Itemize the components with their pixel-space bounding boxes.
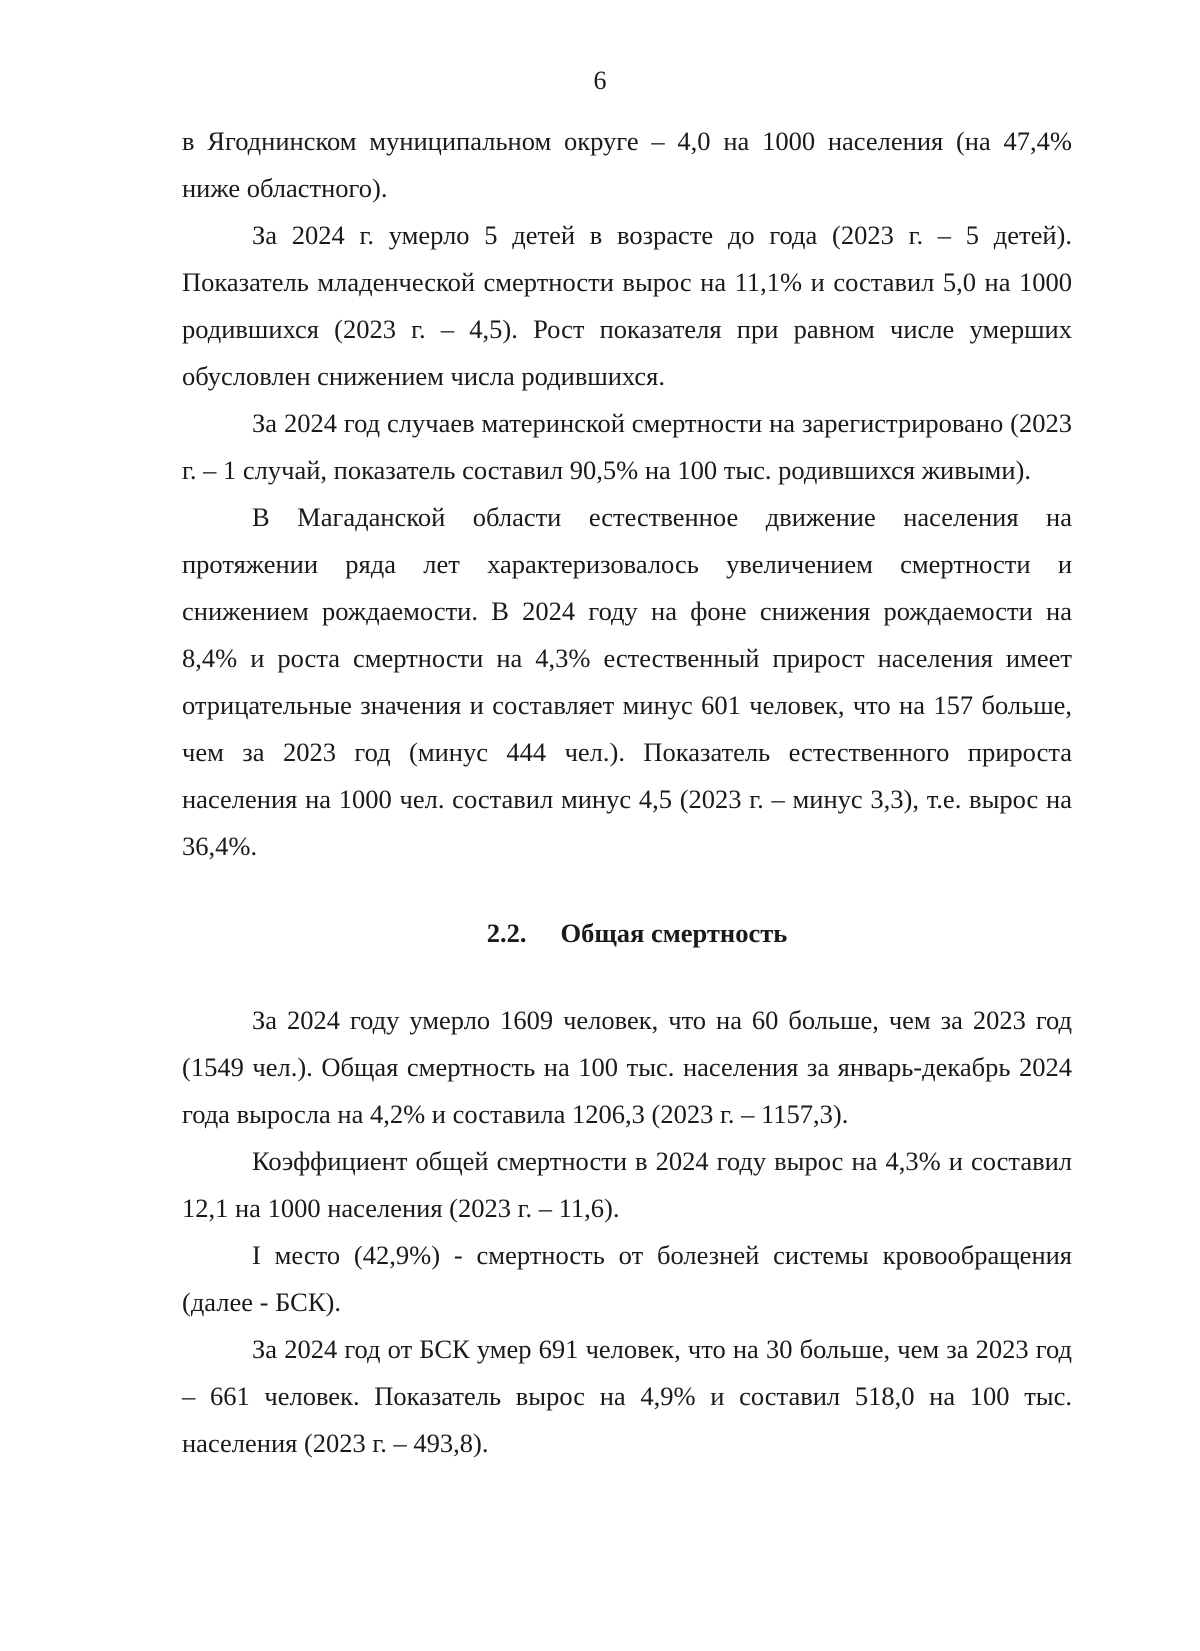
page-number: 6 <box>593 66 607 95</box>
paragraph: За 2024 год от БСК умер 691 человек, что на 30 больше, чем за 2023 год – 661 человек. Показатель вырос на 4,9% и составил 518,0 на 100 тыс. населения (2023 г. – 493,8). <box>182 1334 1072 1458</box>
paragraph: Коэффициент общей смертности в 2024 году вырос на 4,3% и составил 12,1 на 1000 населения (2023 г. – 11,6). <box>182 1146 1072 1223</box>
paragraph: За 2024 г. умерло 5 детей в возрасте до года (2023 г. – 5 детей). Показатель младенческой смертности вырос на 11,1% и составил 5,0 на 1000 родившихся (2023 г. – 4,5). Рост показателя при равном числе умерших обусловлен снижением числа родившихся. <box>182 220 1072 391</box>
section-title: Общая смертность <box>560 918 788 948</box>
section-number: 2.2. <box>486 918 527 948</box>
document-body <box>182 118 1072 1467</box>
paragraph: За 2024 году умерло 1609 человек, что на 60 больше, чем за 2023 год (1549 чел.). Общая смертность на 100 тыс. населения за январь-декабрь 2024 года выросла на 4,2% и составила 1206,3 (2023 г. – 1157,3). <box>182 1005 1072 1129</box>
section-heading <box>182 910 1072 957</box>
section-spacer <box>182 957 1072 997</box>
section-spacer <box>182 870 1072 910</box>
paragraph: За 2024 год случаев материнской смертности на зарегистрировано (2023 г. – 1 случай, показатель составил 90,5% на 100 тыс. родившихся живыми). <box>182 408 1072 485</box>
paragraph: в Ягоднинском муниципальном округе – 4,0 на 1000 населения (на 47,4% ниже областного). <box>182 126 1072 203</box>
paragraph: В Магаданской области естественное движение населения на протяжении ряда лет характеризовалось увеличением смертности и снижением рождаемости. В 2024 году на фоне снижения рождаемости на 8,4% и роста смертности на 4,3% естественный прирост населения имеет отрицательные значения и составляет минус 601 человек, что на 157 больше, чем за 2023 год (минус 444 чел.). Показатель естественного прироста населения на 1000 чел. составил минус 4,5 (2023 г. – минус 3,3), т.е. вырос на 36,4%. <box>182 502 1072 861</box>
paragraph: I место (42,9%) - смертность от болезней системы кровообращения (далее - БСК). <box>182 1240 1072 1317</box>
